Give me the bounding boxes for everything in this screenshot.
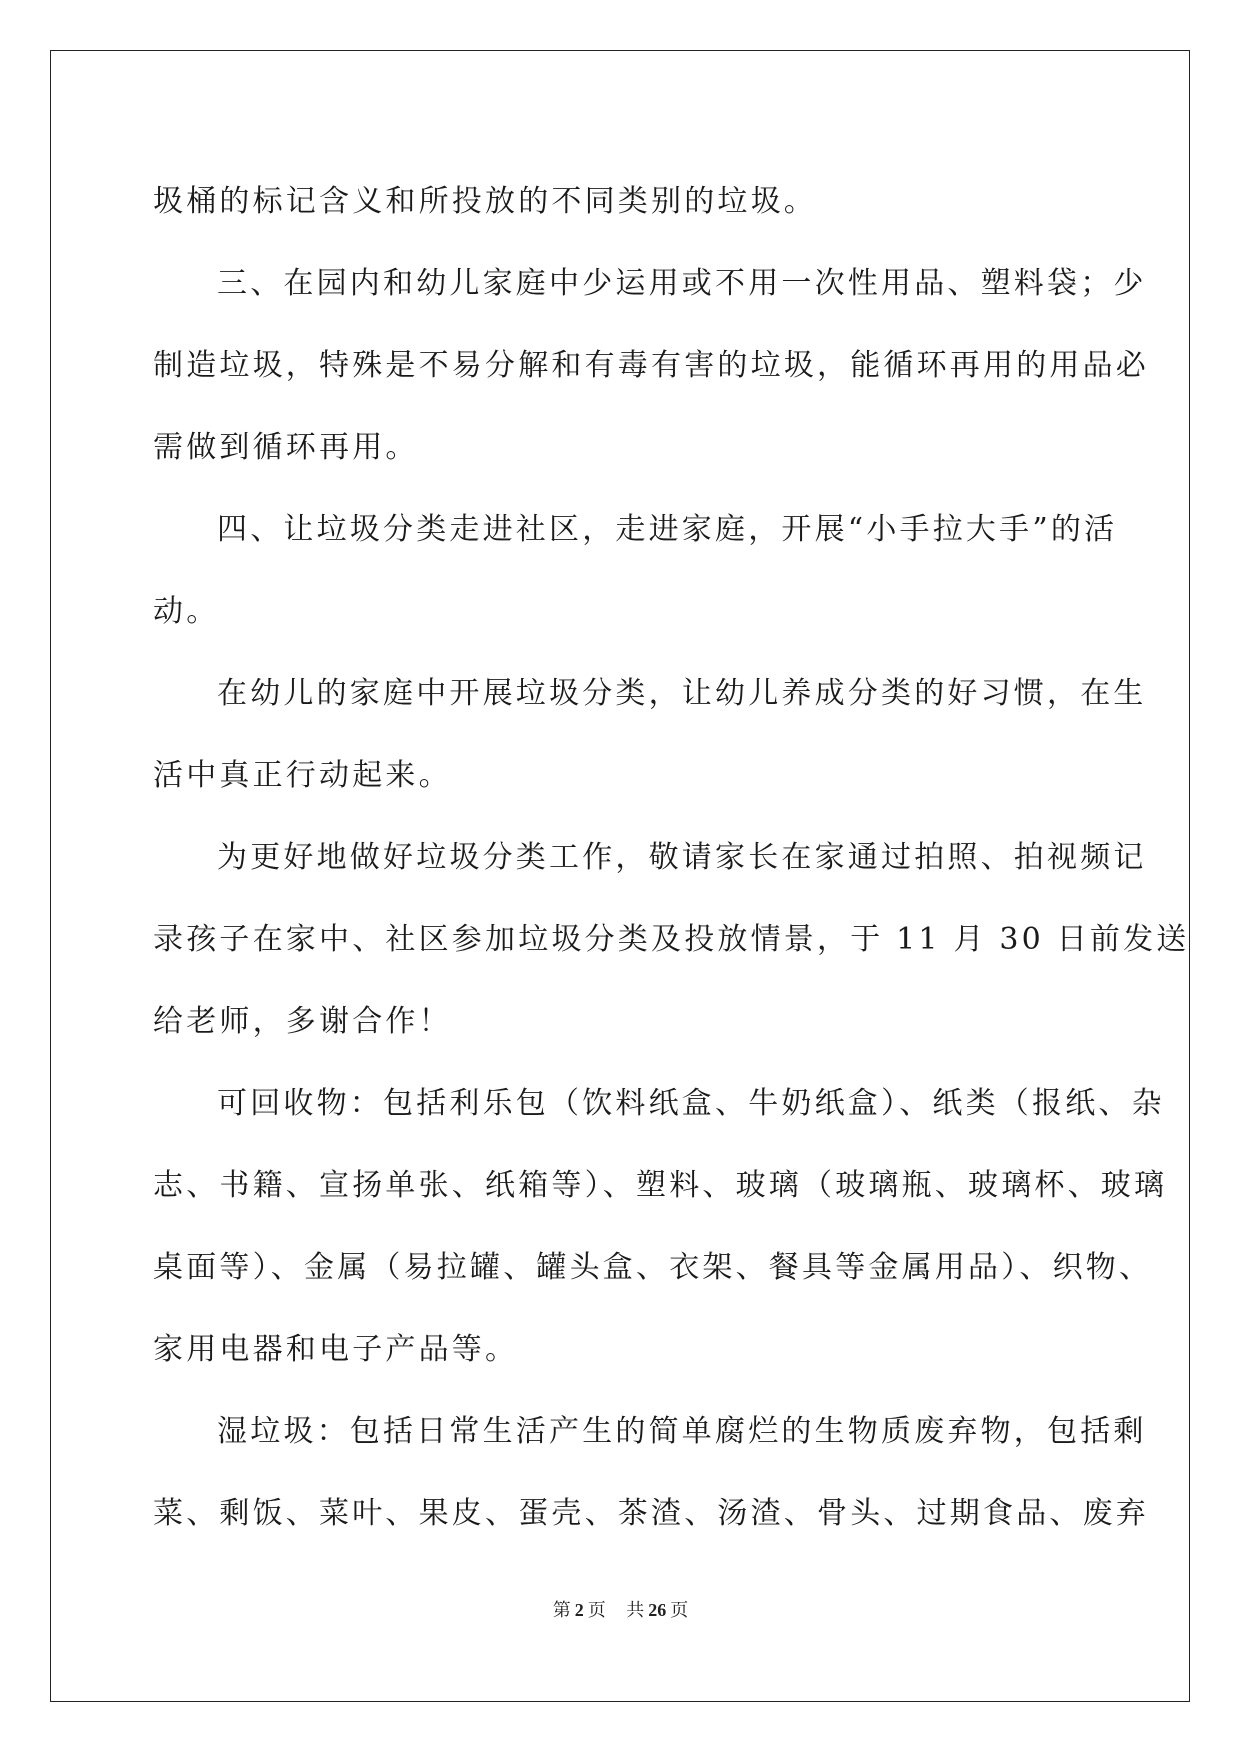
- text-line-content: 志、书籍、宣扬单张、纸箱等）、塑料、玻璃（玻璃瓶、玻璃杯、玻璃: [153, 1168, 1168, 1203]
- text-line-content: 为更好地做好垃圾分类工作，敬请家长在家通过拍照、拍视频记: [217, 840, 1147, 875]
- text-line-content: 可回收物：包括利乐包（饮料纸盒、牛奶纸盒）、纸类（报纸、杂: [217, 1086, 1165, 1121]
- text-line: [153, 570, 1093, 652]
- text-line: [153, 734, 1093, 816]
- text-line: [153, 652, 1147, 734]
- document-body: [153, 160, 1190, 1554]
- text-line-content: 家用电器和电子产品等。: [153, 1332, 519, 1367]
- text-line: [153, 488, 1118, 570]
- text-line: [153, 324, 1149, 406]
- page-prefix: 第: [552, 1600, 571, 1620]
- page-suffix: 页: [587, 1600, 606, 1620]
- total-suffix: 页: [670, 1600, 689, 1620]
- text-line-content: 桌面等）、金属（易拉罐、罐头盒、衣架、餐具等金属用品）、织物、: [153, 1250, 1153, 1285]
- total-pages: 26: [648, 1600, 667, 1620]
- text-line: [153, 1472, 1149, 1554]
- text-line-content: 在幼儿的家庭中开展垃圾分类，让幼儿养成分类的好习惯，在生: [217, 676, 1147, 711]
- text-line-content: 四、让垃圾分类走进社区，走进家庭，开展“小手拉大手”的活: [217, 512, 1118, 547]
- text-line-content: 圾桶的标记含义和所投放的不同类别的垃圾。: [153, 184, 817, 219]
- text-line: [153, 160, 1093, 242]
- text-line: [153, 1062, 1165, 1144]
- text-line-content: 湿垃圾：包括日常生活产生的简单腐烂的生物质废弃物，包括剩: [217, 1414, 1147, 1449]
- total-pages-indicator: [622, 1600, 692, 1620]
- text-line-content: 制造垃圾，特殊是不易分解和有毒有害的垃圾，能循环再用的用品必: [153, 348, 1149, 383]
- text-line: [153, 816, 1147, 898]
- text-line-content: 活中真正行动起来。: [153, 758, 452, 793]
- text-line: [153, 1308, 1093, 1390]
- text-line: [153, 1226, 1153, 1308]
- text-line-content: 三、在园内和幼儿家庭中少运用或不用一次性用品、塑料袋；少: [217, 266, 1147, 301]
- text-line: [153, 406, 1093, 488]
- text-line: [153, 1390, 1147, 1472]
- text-line-content: 需做到循环再用。: [153, 430, 419, 465]
- page-number: 2: [574, 1600, 584, 1620]
- text-line-content: 动。: [153, 594, 220, 629]
- text-line-content: 给老师，多谢合作！: [153, 1004, 452, 1039]
- total-prefix: 共: [626, 1600, 645, 1620]
- text-line: [153, 898, 1190, 980]
- page-indicator: [549, 1600, 610, 1620]
- page-footer: [0, 1596, 1241, 1622]
- text-line-content: 菜、剩饭、菜叶、果皮、蛋壳、茶渣、汤渣、骨头、过期食品、废弃: [153, 1496, 1149, 1531]
- text-line: [153, 1144, 1168, 1226]
- text-line: [153, 980, 1093, 1062]
- text-line: [153, 242, 1147, 324]
- text-line-content: 录孩子在家中、社区参加垃圾分类及投放情景，于 11 月 30 日前发送: [153, 922, 1190, 957]
